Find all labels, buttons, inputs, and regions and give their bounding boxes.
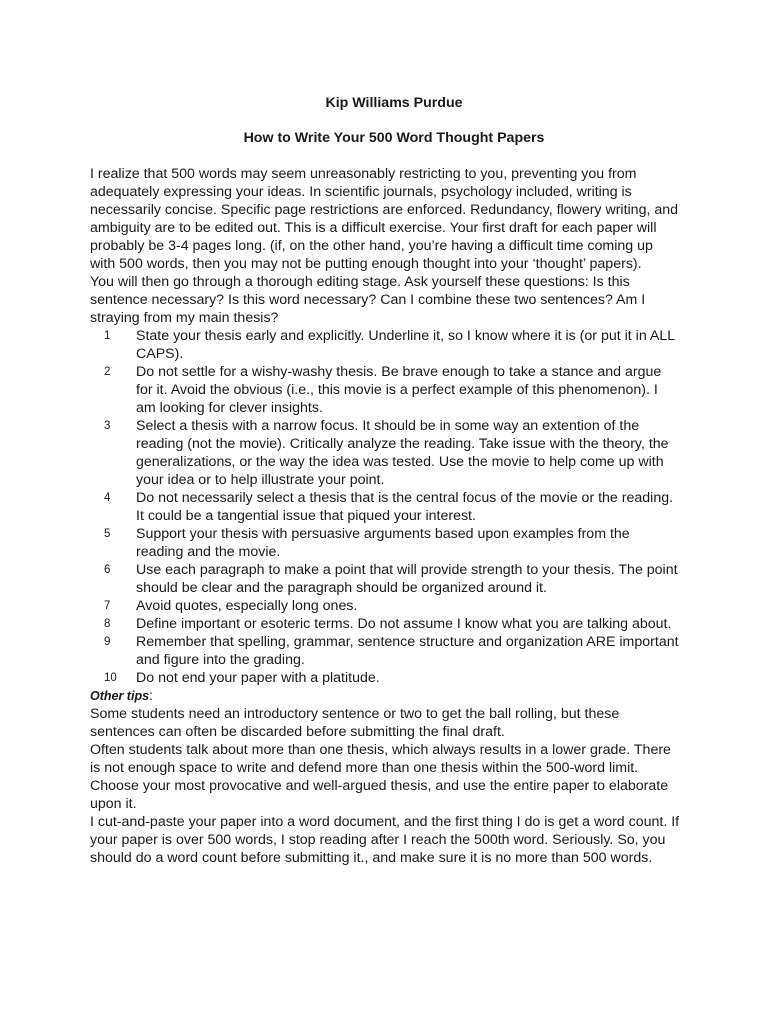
list-item (90, 633, 680, 669)
list-number: 10 (104, 672, 117, 684)
list-number: 5 (104, 528, 111, 540)
list-item-text: Select a thesis with a narrow focus. It should be in some way an extention of the reading (not the movie). Critically analyze the reading. Take issue with the theory, the generalizations, or the way the idea was tested. Use the movie to help come up with your idea or to help illustrate your point. (136, 418, 669, 488)
list-number: 1 (104, 330, 111, 342)
other-tips-heading: Other tips (90, 689, 150, 703)
list-number: 6 (104, 564, 111, 576)
list-item (90, 669, 680, 687)
list-item (90, 525, 680, 561)
list-item (90, 417, 680, 489)
list-number: 4 (104, 492, 111, 504)
list-number: 8 (104, 618, 111, 630)
list-item-text: Do not end your paper with a platitude. (136, 670, 380, 686)
other-tips-heading-line (90, 687, 680, 705)
tips-list (90, 327, 680, 687)
list-item-text: Remember that spelling, grammar, sentence structure and organization ARE important and figure into the grading. (136, 634, 679, 668)
other-tips-paragraph: I cut-and-paste your paper into a word document, and the first thing I do is get a word count. If your paper is over 500 words, I stop reading after I reach the 500th word. Seriously. So, you should do a word count before submitting it., and make sure it is no more than 500 words. (90, 814, 680, 866)
intro-paragraph: I realize that 500 words may seem unreasonably restricting to you, preventing you from adequately expressing your ideas. In scientific journals, psychology included, writing is necessarily concise. Specific page restrictions are enforced. Redundancy, flowery writing, and ambiguity are to be edited out. This is a difficult exercise. Your first draft for each paper will probably be 3-4 pages long. (if, on the other hand, you’re having a difficult time coming up with 500 words, then you may not be putting enough thought into your ‘thought’ papers). (90, 166, 679, 272)
list-item (90, 327, 680, 363)
list-item-text: Do not settle for a wishy-washy thesis. Be brave enough to take a stance and argue for it. Avoid the obvious (i.e., this movie is a perfect example of this phenomenon). I am looking for clever insights. (136, 364, 662, 416)
document-title: How to Write Your 500 Word Thought Papers (243, 130, 545, 146)
other-tips-paragraph: Often students talk about more than one thesis, which always results in a lower grade. There is not enough space to write and defend more than one thesis within the 500-word limit. Choose your most provocative and well-argued thesis, and use the entire paper to elaborate upon it. (90, 742, 671, 812)
list-number: 3 (104, 420, 111, 432)
other-tips-colon: : (149, 688, 153, 704)
list-item (90, 489, 680, 525)
list-item-text: Do not necessarily select a thesis that is the central focus of the movie or the reading. It could be a tangential issue that piqued your interest. (136, 490, 674, 524)
intro-paragraph: You will then go through a thorough editing stage. Ask yourself these questions: Is this sentence necessary? Is this word necessary? Can I combine these two sentences? Am I straying from my main thesis? (90, 274, 646, 326)
author-name: Kip Williams Purdue (325, 95, 463, 111)
document-page (90, 94, 680, 867)
list-item-text: Support your thesis with persuasive arguments based upon examples from the reading and the movie. (136, 526, 630, 560)
list-item (90, 561, 680, 597)
list-number: 7 (104, 600, 111, 612)
list-item-text: Avoid quotes, especially long ones. (136, 598, 358, 614)
list-item-text: Define important or esoteric terms. Do not assume I know what you are talking about. (136, 616, 672, 632)
list-item (90, 363, 680, 417)
list-item-text: State your thesis early and explicitly. Underline it, so I know where it is (or put it in ALL CAPS). (136, 328, 675, 362)
list-item (90, 615, 680, 633)
list-number: 9 (104, 636, 111, 648)
list-item (90, 597, 680, 615)
other-tips-paragraph: Some students need an introductory sentence or two to get the ball rolling, but these sentences can often be discarded before submitting the final draft. (90, 706, 620, 740)
list-number: 2 (104, 366, 111, 378)
list-item-text: Use each paragraph to make a point that will provide strength to your thesis. The point should be clear and the paragraph should be organized around it. (136, 562, 678, 596)
